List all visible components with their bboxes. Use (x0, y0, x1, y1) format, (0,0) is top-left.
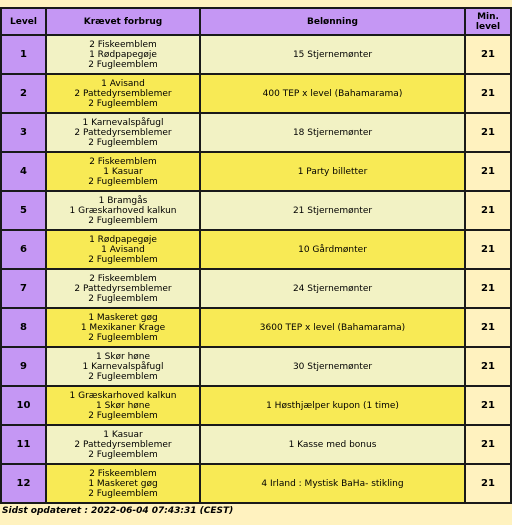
table-row (2, 348, 510, 385)
required-item: 2 Fugleemblem (88, 332, 158, 343)
row-required (47, 387, 199, 424)
row-min-level: 21 (466, 75, 510, 112)
required-item: 2 Pattedyrsemblemer (74, 283, 172, 294)
required-item: 2 Fugleemblem (88, 215, 158, 226)
row-level: 2 (2, 75, 45, 112)
required-item: 2 Fugleemblem (88, 176, 158, 187)
required-item: 2 Fugleemblem (88, 449, 158, 460)
table-row (2, 465, 510, 502)
required-item: 2 Fiskeemblem (89, 156, 157, 167)
row-reward: 4 Irland : Mystisk BaHa- stikling (201, 465, 464, 502)
required-item: 2 Fiskeemblem (89, 468, 157, 479)
required-item: 2 Fiskeemblem (89, 273, 157, 284)
required-item: 1 Kasuar (103, 429, 143, 440)
required-item: 1 Avisand (101, 78, 145, 89)
row-level: 5 (2, 192, 45, 229)
row-min-level: 21 (466, 270, 510, 307)
table-row (2, 270, 510, 307)
row-min-level: 21 (466, 348, 510, 385)
row-min-level: 21 (466, 192, 510, 229)
row-reward: 1 Høsthjælper kupon (1 time) (201, 387, 464, 424)
row-required (47, 192, 199, 229)
required-item: 2 Fugleemblem (88, 59, 158, 70)
required-item: 1 Skør høne (95, 400, 151, 411)
row-min-level: 21 (466, 153, 510, 190)
row-min-level: 21 (466, 114, 510, 151)
row-reward: 10 Gårdmønter (201, 231, 464, 268)
required-item: 1 Græskarhoved kalkun (69, 390, 177, 401)
required-item: 2 Fugleemblem (88, 137, 158, 148)
row-required (47, 114, 199, 151)
required-item: 1 Avisand (101, 244, 145, 255)
required-item: 1 Maskeret gøg (88, 478, 158, 489)
row-required (47, 309, 199, 346)
row-required (47, 465, 199, 502)
required-item: 1 Karnevalspåfugl (82, 117, 164, 128)
row-min-level: 21 (466, 36, 510, 73)
row-reward: 21 Stjernemønter (201, 192, 464, 229)
required-item: 2 Fugleemblem (88, 98, 158, 109)
header-reward: Belønning (201, 9, 464, 34)
row-min-level: 21 (466, 465, 510, 502)
header-level: Level (2, 9, 45, 34)
row-level: 11 (2, 426, 45, 463)
header-min-level (466, 9, 510, 34)
row-level: 1 (2, 36, 45, 73)
required-item: 2 Fugleemblem (88, 254, 158, 265)
row-reward: 400 TEP x level (Bahamarama) (201, 75, 464, 112)
row-required (47, 231, 199, 268)
row-reward: 1 Party billetter (201, 153, 464, 190)
table-row (2, 75, 510, 112)
table-row (2, 114, 510, 151)
table-row (2, 153, 510, 190)
required-item: 1 Maskeret gøg (88, 312, 158, 323)
required-item: 1 Kasuar (103, 166, 143, 177)
row-min-level: 21 (466, 387, 510, 424)
required-item: 2 Fiskeemblem (89, 39, 157, 50)
row-required (47, 348, 199, 385)
table-row (2, 192, 510, 229)
header-required: Krævet forbrug (47, 9, 199, 34)
required-item: 2 Pattedyrsemblemer (74, 439, 172, 450)
row-required (47, 36, 199, 73)
table-row (2, 309, 510, 346)
row-level: 10 (2, 387, 45, 424)
row-level: 4 (2, 153, 45, 190)
row-level: 6 (2, 231, 45, 268)
row-level: 8 (2, 309, 45, 346)
table-body (2, 36, 510, 502)
required-item: 1 Bramgås (98, 195, 148, 206)
required-item: 2 Fugleemblem (88, 488, 158, 499)
row-required (47, 270, 199, 307)
row-min-level: 21 (466, 231, 510, 268)
row-min-level: 21 (466, 426, 510, 463)
required-item: 1 Skør høne (95, 351, 151, 362)
row-reward: 24 Stjernemønter (201, 270, 464, 307)
row-reward: 1 Kasse med bonus (201, 426, 464, 463)
table-header-row (2, 9, 510, 34)
table-row (2, 36, 510, 73)
row-required (47, 426, 199, 463)
table-row (2, 231, 510, 268)
row-level: 3 (2, 114, 45, 151)
last-updated: Sidst opdateret : 2022-06-04 07:43:31 (CEST) (2, 506, 234, 516)
row-min-level: 21 (466, 309, 510, 346)
table-row (2, 387, 510, 424)
row-reward: 3600 TEP x level (Bahamarama) (201, 309, 464, 346)
required-item: 1 Rødpapegøje (89, 234, 157, 245)
required-item: 1 Græskarhoved kalkun (69, 205, 177, 216)
required-item: 2 Fugleemblem (88, 293, 158, 304)
row-reward: 30 Stjernemønter (201, 348, 464, 385)
level-rewards-table (0, 7, 512, 504)
required-item: 2 Pattedyrsemblemer (74, 127, 172, 138)
row-level: 7 (2, 270, 45, 307)
row-required (47, 75, 199, 112)
required-item: 1 Karnevalspåfugl (82, 361, 164, 372)
row-reward: 15 Stjernemønter (201, 36, 464, 73)
row-level: 9 (2, 348, 45, 385)
required-item: 2 Fugleemblem (88, 410, 158, 421)
required-item: 1 Mexikaner Krage (80, 322, 166, 333)
row-level: 12 (2, 465, 45, 502)
required-item: 1 Rødpapegøje (89, 49, 157, 60)
row-reward: 18 Stjernemønter (201, 114, 464, 151)
required-item: 2 Pattedyrsemblemer (74, 88, 172, 99)
header-min-level-label: Min. level (475, 11, 501, 32)
row-required (47, 153, 199, 190)
required-item: 2 Fugleemblem (88, 371, 158, 382)
table-row (2, 426, 510, 463)
